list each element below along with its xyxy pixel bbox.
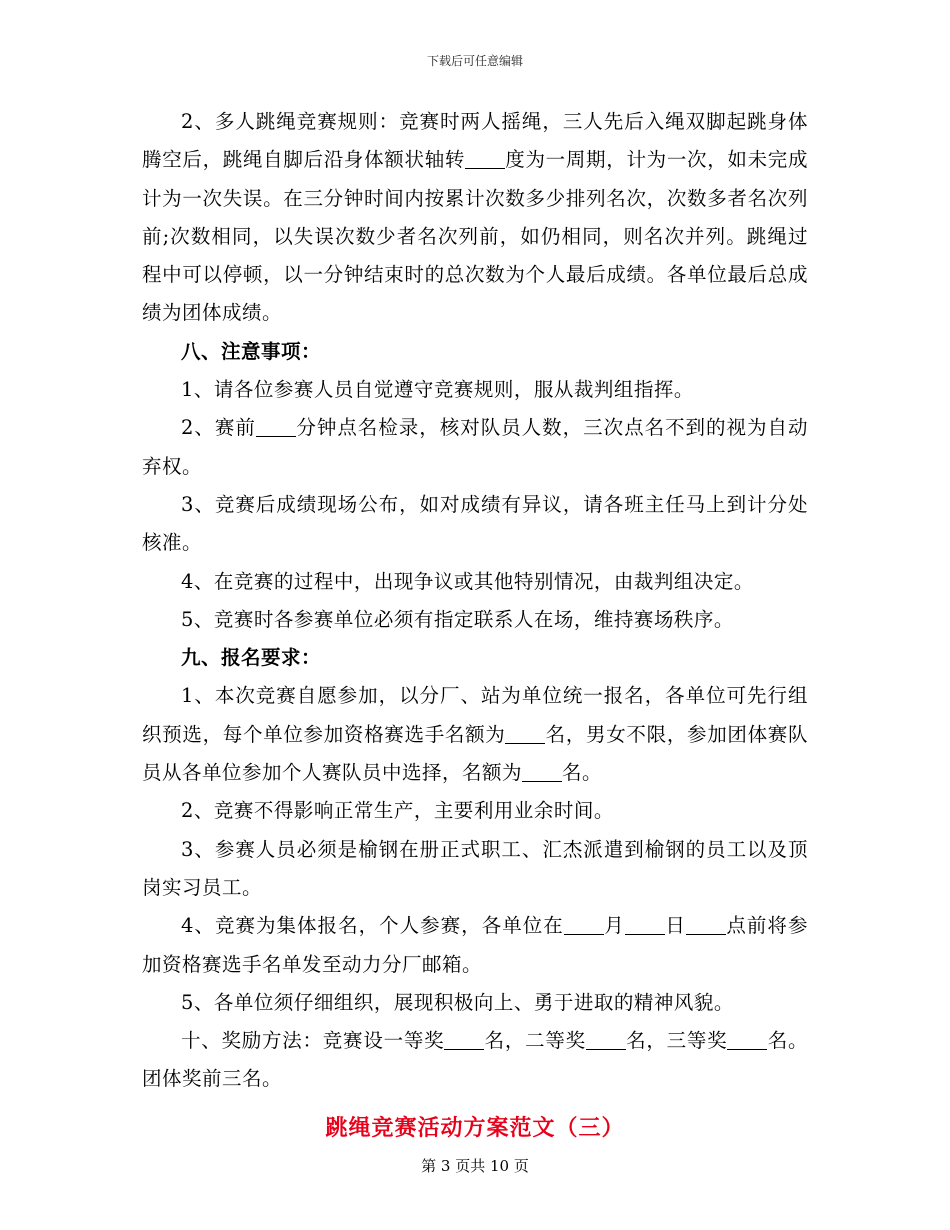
section-9-item-2: 2、竞赛不得影响正常生产，主要利用业余时间。 [181,799,614,823]
item-text: 月 [603,914,625,938]
item-text: 点前将参加资格赛选手名单发至动力分厂邮箱。 [142,914,808,976]
item-text: 名。团体奖前三名。 [142,1029,808,1091]
item-text: 名，三等奖 [625,1029,728,1053]
blank-field[interactable] [256,417,296,438]
item-text: 名，二等奖 [484,1029,586,1053]
item-text: 日 [664,914,686,938]
section-9-item-4 [142,907,808,984]
page-footer: 第 3 页共 10 页 [421,1157,529,1175]
blank-field[interactable] [586,1030,626,1051]
item-text: 十、奖励方法：竞赛设一等奖 [181,1029,445,1053]
blank-field[interactable] [465,149,505,170]
section-10-paragraph [142,1022,808,1099]
blank-field[interactable] [444,1030,484,1051]
section-8-item-4: 4、在竞赛的过程中，出现争议或其他特别情况，由裁判组决定。 [181,569,754,593]
section-9-heading: 九、报名要求： [181,646,322,670]
section-8-item-1: 1、请各位参赛人员自觉遵守竞赛规则，服从裁判组指挥。 [181,378,694,402]
blank-field[interactable] [522,762,562,783]
item-text: 名，男女不限，参加团体赛队员从各单位参加个人赛队员中选择，名额为 [142,722,808,785]
next-section-title: 跳绳竞赛活动方案范文（三） [325,1114,625,1141]
blank-field[interactable] [727,1030,767,1051]
rule-2-paragraph [142,103,808,333]
item-text: 1、本次竞赛自愿参加，以分厂、站为单位统一报名，各单位可先行组织预选，每个单位参加资格赛选手名额为 [142,684,808,746]
blank-field[interactable] [625,915,665,936]
item-text: 2、赛前 [181,416,256,440]
rule-2-text-a: 2、多人跳绳竞赛规则：竞赛时两人摇绳，三人先后入绳双脚起跳身体腾空后，跳绳自脚后沿身体额状轴转 [142,110,808,172]
section-9-item-3: 3、参赛人员必须是榆钢在册正式职工、汇杰派遣到榆钢的员工以及顶岗实习员工。 [142,837,808,899]
item-text: 4、竞赛为集体报名，个人参赛，各单位在 [181,914,564,938]
section-8-item-5: 5、竞赛时各参赛单位必须有指定联系人在场，维持赛场秩序。 [181,607,734,631]
item-text: 名。 [562,761,603,785]
blank-field[interactable] [505,723,545,744]
section-9-item-1 [142,677,808,792]
document-body [142,103,808,1147]
section-8-item-2 [142,409,808,486]
section-8-heading: 八、注意事项： [181,339,322,363]
page-header: 下载后可任意编辑 [426,54,523,68]
section-8-item-3: 3、竞赛后成绩现场公布，如对成绩有异议，请各班主任马上到计分处核准。 [142,492,808,555]
item-text: 分钟点名检录，核对队员人数，三次点名不到的视为自动弃权。 [142,416,808,478]
rule-2-text-b: 度为一周期，计为一次，如未完成计为一次失误。在三分钟时间内按累计次数多少排列名次，次数多者名次列前;次数相同，以失误次数少者名次列前，如仍相同，则名次并列。跳绳过程中可以停顿，以一分钟结束时的总次数为个人最后成绩。各单位最后总成绩为团体成绩。 [142,148,808,325]
section-9-item-5: 5、各单位须仔细组织，展现积极向上、勇于进取的精神风貌。 [181,990,734,1014]
blank-field[interactable] [564,915,604,936]
blank-field[interactable] [686,915,726,936]
